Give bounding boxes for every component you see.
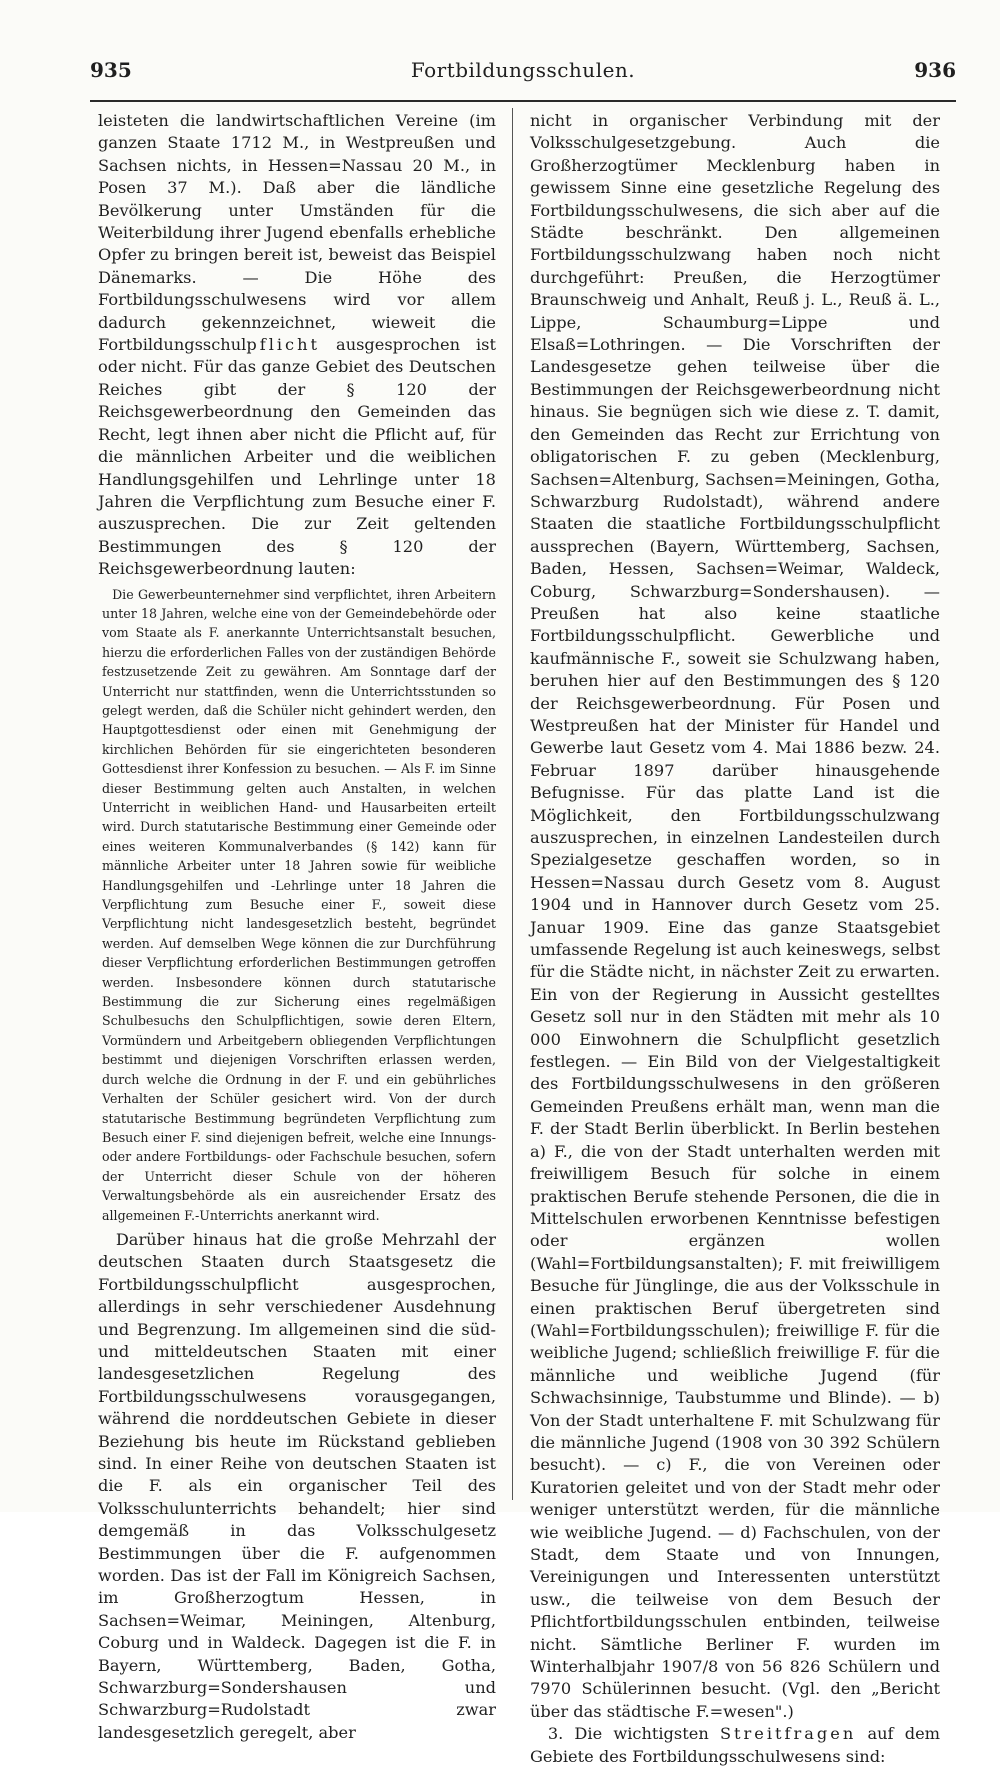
right-column	[530, 110, 940, 1768]
left-paragraph-1	[98, 110, 496, 581]
spaced-word-pflicht: pflicht	[246, 335, 321, 355]
running-head-title: Fortbildungsschulen.	[410, 58, 636, 82]
page-number-left: 935	[90, 58, 132, 82]
page-header	[90, 58, 956, 98]
page-number-right: 936	[914, 58, 956, 82]
spaced-word-streitfragen: Streitfragen	[719, 1724, 857, 1744]
right-paragraph-1: nicht in organischer Verbindung mit der Volksschulgesetzgebung. Auch die Großherzogtümer Mecklenburg haben in gewissem Sinne eine gesetzliche Regelung des Fortbildungsschulwesens, die sich aber auf die Städte beschränkt. Den allgemeinen Fortbildungsschulzwang haben noch nicht durchgeführt: Preußen, die Herzogtümer Braunschweig und Anhalt, Reuß j. L., Reuß ä. L., Lippe, Schaumburg=Lippe und Elsaß=Lothringen. — Die Vorschriften der Landesgesetze gehen teilweise über die Bestimmungen der Reichsgewerbeordnung nicht hinaus. Sie begnügen sich wie diese z. T. damit, den Gemeinden das Recht zur Errichtung von obligatorischen F. zu geben (Mecklenburg, Sachsen=Altenburg, Sachsen=Meiningen, Gotha, Schwarzburg Rudolstadt), während andere Staaten die staatliche Fortbildungsschulpflicht aussprechen (Bayern, Württemberg, Sachsen, Baden, Hessen, Sachsen=Weimar, Waldeck, Coburg, Schwarzburg=Sondershausen). — Preußen hat also keine staatliche Fortbildungsschulpflicht. Gewerbliche und kaufmännische F., soweit sie Schulzwang haben, beruhen hier auf den Bestimmungen des § 120 der Reichsgewerbeordnung. Für Posen und Westpreußen hat der Minister für Handel und Gewerbe laut Gesetz vom 4. Mai 1886 bezw. 24. Februar 1897 darüber hinausgehende Befugnisse. Für das platte Land ist die Möglichkeit, den Fortbildungsschulzwang auszusprechen, in einzelnen Landesteilen durch Spezialgesetze geschaffen worden, so in Hessen=Nassau durch Gesetz vom 8. August 1904 und in Hannover durch Gesetz vom 25. Januar 1909. Eine das ganze Staatsgebiet umfassende Regelung ist auch keineswegs, selbst für die Städte nicht, in nächster Zeit zu erwarten. Ein von der Regierung in Aussicht gestelltes Gesetz soll nur in den Städten mit mehr als 10 000 Einwohnern die Schulpflicht gesetzlich festlegen. — Ein Bild von der Vielgestaltigkeit des Fortbildungsschulwesens in den größeren Gemeinden Preußens erhält man, wenn man die F. der Stadt Berlin überblickt. In Berlin bestehen a) F., die von der Stadt unterhalten werden mit freiwilligem Besuch für solche in einem praktischen Berufe stehende Personen, die die in Mittelschulen erworbenen Kenntnisse befestigen oder ergänzen wollen (Wahl=Fortbildungsanstalten); F. mit freiwilligem Besuche für Jünglinge, die aus der Volksschule in einen praktischen Beruf übergetreten sind (Wahl=Fortbildungsschulen); freiwillige F. für die weibliche Jugend; schließlich freiwillige F. für die männliche und weibliche Jugend (für Schwachsinnige, Taubstumme und Blinde). — b) Von der Stadt unterhaltene F. mit Schulzwang für die männliche Jugend (1908 von 30 392 Schülern besucht). — c) F., die von Vereinen oder Kuratorien geleitet und von der Stadt mehr oder weniger unterstützt werden, für die männliche wie weibliche Jugend. — d) Fachschulen, von der Stadt, dem Staate und von Innungen, Vereinigungen und Interessenten unterstützt usw., die teilweise von dem Besuch der Pflichtfortbildungsschulen entbinden, teilweise nicht. Sämtliche Berliner F. wurden im Winterhalbjahr 1907/8 von 56 826 Schülern und 7970 Schülerinnen besucht. (Vgl. den „Bericht über das städtische F.=wesen".)	[530, 111, 940, 1721]
left-paragraph-2: Darüber hinaus hat die große Mehrzahl der deutschen Staaten durch Staatsgesetz die Fortbildungsschulpflicht ausgesprochen, allerdings in sehr verschiedener Ausdehnung und Begrenzung. Im allgemeinen sind die süd- und mitteldeutschen Staaten mit einer landesgesetzlichen Regelung des Fortbildungsschulwesens vorausgegangen, während die norddeutschen Gebiete in dieser Beziehung bis heute im Rückstand geblieben sind. In einer Reihe von deutschen Staaten ist die F. als ein organischer Teil des Volksschulunterrichts behandelt; hier sind demgemäß in das Volksschulgesetz Bestimmungen über die F. aufgenommen worden. Das ist der Fall im Königreich Sachsen, im Großherzogtum Hessen, in Sachsen=Weimar, Meiningen, Altenburg, Coburg und in Waldeck. Dagegen ist die F. in Bayern, Württemberg, Baden, Gotha, Schwarzburg=Sondershausen und Schwarzburg=Rudolstadt zwar landesgesetzlich geregelt, aber	[98, 1229, 496, 1742]
right-paragraph-2	[530, 1723, 940, 1768]
left-column	[98, 110, 496, 1744]
left-paragraph-1-text: leisteten die landwirtschaftlichen Vereine (im ganzen Staate 1712 M., in Westpreußen und Sachsen nichts, in Hessen=Nassau 20 M., in Posen 37 M.). Daß aber die ländliche Bevölkerung unter Umständen für die Weiterbildung ihrer Jugend ebenfalls erhebliche Opfer zu bringen bereit ist, beweist das Beispiel Dänemarks. — Die Höhe des Fortbildungsschulwesens wird vor allem dadurch gekennzeichnet, wieweit die Fortbildungsschul	[98, 111, 496, 355]
statute-quote: Die Gewerbeunternehmer sind verpflichtet, ihren Arbeitern unter 18 Jahren, welche eine von der Gemeindebehörde oder vom Staate als F. anerkannte Unterrichtsanstalt besuchen, hierzu die erforderlichen Falles von der zuständigen Behörde festzusetzende Zeit zu gewähren. Am Sonntage darf der Unterricht nur stattfinden, wenn die Unterrichtsstunden so gelegt werden, daß die Schüler nicht gehindert werden, den Hauptgottesdienst oder einen mit Genehmigung der kirchlichen Behörden für sie eingerichteten besonderen Gottesdienst ihrer Konfession zu besuchen. — Als F. im Sinne dieser Bestimmung gelten auch Anstalten, in welchen Unterricht in weiblichen Hand- und Hausarbeiten erteilt wird. Durch statutarische Bestimmung einer Gemeinde oder eines weiteren Kommunalverbandes (§ 142) kann für männliche Arbeiter unter 18 Jahren sowie für weibliche Handlungsgehilfen und -Lehrlinge unter 18 Jahren die Verpflichtung zum Besuche einer F., soweit diese Verpflichtung nicht landesgesetzlich besteht, begründet werden. Auf demselben Wege können die zur Durchführung dieser Verpflichtung erforderlichen Bestimmungen getroffen werden. Insbesondere können durch statutarische Bestimmung die zur Sicherung eines regelmäßigen Schulbesuchs den Schulpflichtigen, sowie deren Eltern, Vormündern und Arbeitgebern obliegenden Verpflichtungen bestimmt und diejenigen Vorschriften erlassen werden, durch welche die Ordnung in der F. und ein gebührliches Verhalten der Schüler gesichert wird. Von der durch statutarische Bestimmung begründeten Verpflichtung zum Besuch einer F. sind diejenigen befreit, welche eine Innungs- oder andere Fortbildungs- oder Fachschule besuchen, sofern der Unterricht dieser Schule von der höheren Verwaltungsbehörde als ein ausreichender Ersatz des allgemeinen F.-Unterrichts anerkannt wird.	[102, 586, 496, 1223]
right-paragraph-2-rest: auf dem Gebiete des Fortbildungsschulwesens sind:	[530, 1724, 941, 1766]
left-paragraph-1-rest: ausgesprochen ist oder nicht. Für das ganze Gebiet des Deutschen Reiches gibt der § 120 der Reichsgewerbeordnung den Gemeinden das Recht, legt ihnen aber nicht die Pflicht auf, für die männlichen Arbeiter und die weiblichen Handlungsgehilfen und Lehrlinge unter 18 Jahren die Verpflichtung zum Besuche einer F. auszusprechen. Die zur Zeit geltenden Bestimmungen des § 120 der Reichsgewerbeordnung lauten:	[98, 335, 496, 579]
section-number-text: 3. Die wichtigsten	[547, 1724, 709, 1744]
column-divider	[512, 108, 513, 1500]
header-rule	[90, 100, 956, 102]
